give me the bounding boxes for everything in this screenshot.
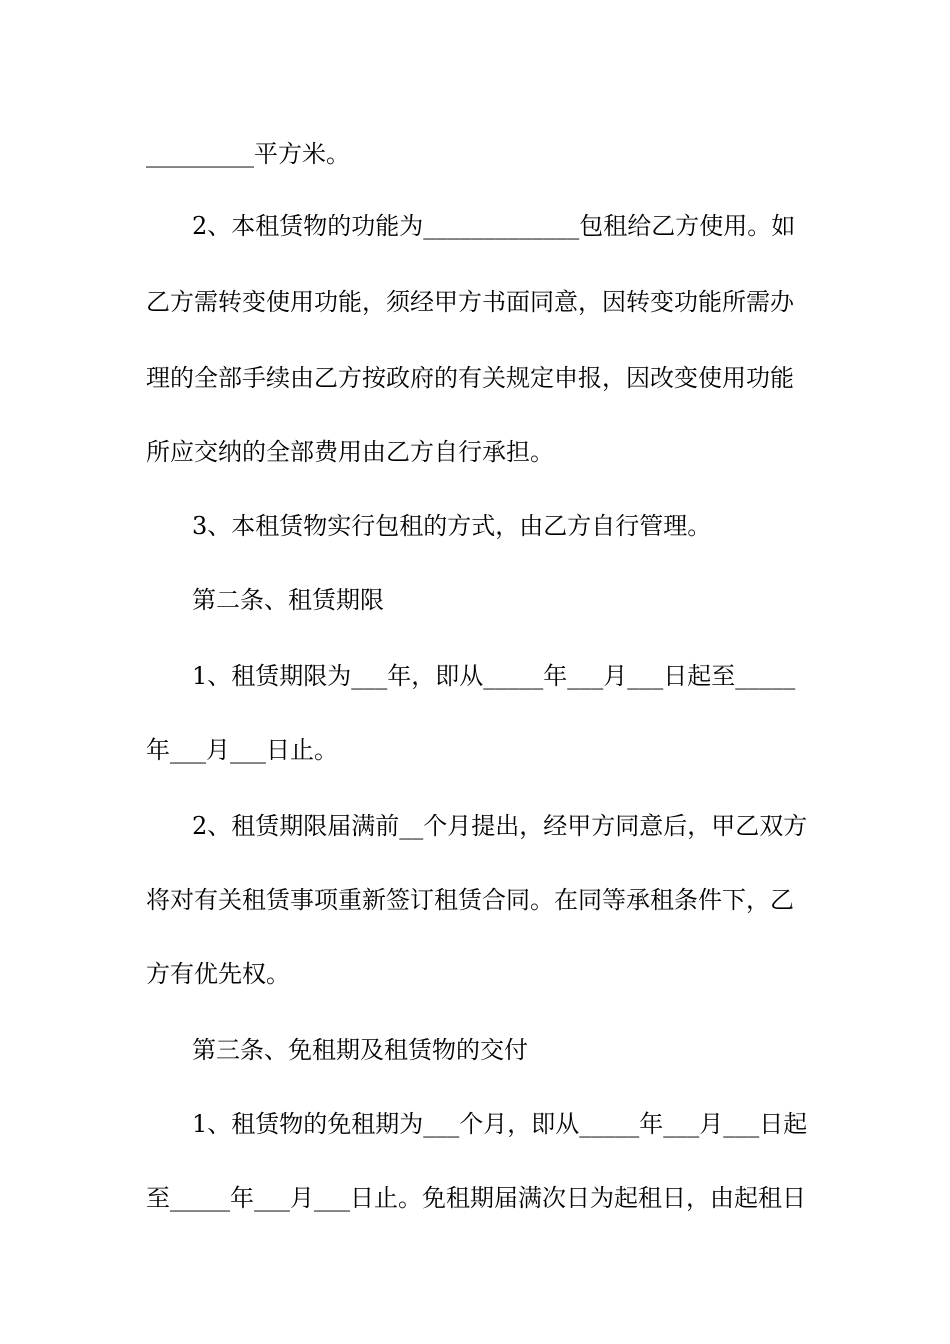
text-line-lease-term-2-cont-1: 将对有关租赁事项重新签订租赁合同。在同等承租条件下，乙: [146, 886, 794, 914]
text-line-clause-3-management: 3、本租赁物实行包租的方式，由乙方自行管理。: [192, 512, 712, 540]
heading-article-2: 第二条、租赁期限: [192, 586, 384, 614]
text-line-lease-term-1-cont: 年___月___日止。: [146, 736, 338, 764]
text-line-free-period-1: 1、租赁物的免租期为___个月，即从_____年___月___日起: [192, 1110, 808, 1138]
text-line-lease-term-2: 2、租赁期限届满前__个月提出，经甲方同意后，甲乙双方: [192, 812, 808, 840]
text-line-free-period-1-cont: 至_____年___月___日止。免租期届满次日为起租日，由起租日: [146, 1184, 806, 1212]
text-line-lease-term-1: 1、租赁期限为___年，即从_____年___月___日起至_____: [192, 662, 796, 690]
text-line-clause-2-function: 2、本租赁物的功能为_____________包租给乙方使用。如: [192, 212, 796, 240]
text-line-area-blank: _________平方米。: [146, 140, 350, 168]
text-line-clause-2-cont-1: 乙方需转变使用功能，须经甲方书面同意，因转变功能所需办: [146, 288, 794, 316]
heading-article-3: 第三条、免租期及租赁物的交付: [192, 1036, 528, 1064]
text-line-lease-term-2-cont-2: 方有优先权。: [146, 960, 290, 988]
text-line-clause-2-cont-2: 理的全部手续由乙方按政府的有关规定申报，因改变使用功能: [146, 364, 794, 392]
text-line-clause-2-cont-3: 所应交纳的全部费用由乙方自行承担。: [146, 438, 554, 466]
